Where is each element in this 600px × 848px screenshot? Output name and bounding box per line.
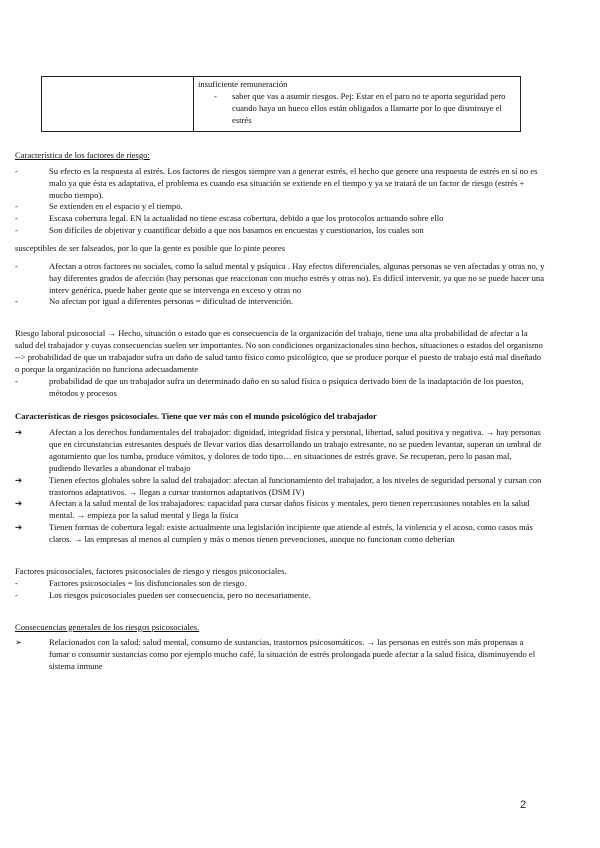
list-item — [15, 522, 545, 546]
section-characteristics — [15, 150, 545, 308]
list-item — [15, 590, 545, 602]
list-item-text: Afectan a otros factores no sociales, como la salud mental y psíquica . Hay efectos diferenciales, algunas personas se ven afectadas y otras no, y hay diferentes grados de afección (hay personas que reaccionan con mucho estrés y otras no). Es difícil intervenir, ya que no se puede hacer una interv genérica, puede haber gente que se intervenga en exceso y otras no — [49, 260, 545, 295]
list-item — [15, 498, 545, 522]
table-sub-text: saber que vas a asumir riesgos. Pej: Estar en el paro no te aporta seguridad pero cuando haya un hueco ellos están obligados a llamarte por lo que disminuye el estrés — [232, 90, 506, 125]
list-item — [15, 475, 545, 499]
list-item — [15, 427, 545, 474]
table-empty-cell — [42, 77, 194, 132]
list-item — [15, 213, 545, 225]
remuneration-table — [41, 76, 521, 132]
list-item-text: Los riesgos psicosociales pueden ser consecuencia, pero no necesariamente. — [49, 589, 311, 600]
continuation-text: susceptibles de ser falseados, por lo que la gente es posible que lo pinte peores — [15, 243, 285, 254]
list-item — [15, 578, 545, 590]
dash-bullet: - — [15, 260, 18, 271]
dash-bullet: - — [15, 225, 18, 236]
list-item-text: Afectan a los derechos fundamentales del trabajador: dignidad, integridad física y personal, libertad, salud positiva y negativa. → hay personas que en circunstancias estresantes después de llevar varios días desarrollando un trabajo estresante, no se pueden levantar, superan un umbral de agotamiento que los tumba, produce vómitos, y dolores de todo tipo… en situaciones de estrés grave. Se recuperan, pero lo pasan mal, pudiendo llevarles a abandonar el trabajo — [49, 427, 542, 473]
list-item — [15, 225, 545, 237]
list-item-text: Su efecto es la respuesta al estrés. Los factores de riesgos siempre van a generar estrés, el hecho que genere una respuesta de estrés en sí no es malo ya que ésta es adaptativa, el problema es cuando esa situación se extiende en el tiempo y ya se tratará de un factor de riesgo (estrés + mucho tiempo). — [49, 165, 538, 200]
list-item-text: Tienen efectos globales sobre la salud del trabajador: afectan al funcionamiento del trabajador, a los niveles de seguridad personal y cursan con trastornos adaptativos. → llegan a cursar trastornos adaptativos (DSM IV) — [49, 474, 542, 497]
list-item — [15, 261, 545, 297]
dash-bullet: - — [15, 213, 18, 224]
list-item-text: Se extienden en el espacio y el tiempo. — [49, 201, 183, 212]
section-risk-characteristics — [15, 411, 545, 545]
arrow-bullet-icon: ➔ — [15, 427, 23, 438]
list-item-text: Escasa cobertura legal. EN la actualidad no tiene escasa cobertura, debido a que los protocolos actuando sobre ello — [49, 213, 444, 224]
list-item-text: No afectan por igual a diferentes personas = dificultad de intervención. — [49, 296, 294, 307]
dash-bullet: - — [15, 296, 18, 307]
dash-bullet: - — [214, 90, 217, 101]
arrowhead-bullet-icon: ➢ — [15, 637, 23, 648]
document-body — [15, 150, 545, 673]
section-title: Características de riesgos psicosociales. Tiene que ver más con el mundo psicológico del trabajador — [15, 411, 377, 422]
table-content-cell — [194, 77, 521, 132]
list-item-text: Son difíciles de objetivar y cuantificar debido a que nos basamos en encuestas y cuestionarios, los cuales son — [49, 225, 424, 236]
list-item-text: Afectan a la salud mental de los trabajadores: capacidad para cursar daños físicos y mentales, pero tienen repercusiones notables en la salud mental. → empieza por la salud mental y llega la física — [49, 498, 530, 521]
list-item — [15, 296, 545, 308]
arrow-bullet-icon: ➔ — [15, 498, 23, 509]
arrow-bullet-icon: ➔ — [15, 522, 23, 533]
list-item — [15, 637, 545, 673]
list-item-text: probabilidad de que un trabajador sufra un determinado daño en su salud física o psíquica derivado bien de la inadaptación de los puestos, métodos y procesos — [49, 375, 524, 398]
section-consequences — [15, 622, 545, 673]
section-psychosocial-risk — [15, 328, 545, 399]
list-item-text: Relacionados con la salud: salud mental, consumo de sustancias, trastornos psicosomáticos. → las personas en estrés son más propensas a fumar o consumir sustancias como por ejemplo mucho café, la situación de estrés prolongada puede afectar a la salud física, disminuyendo el sistema inmune — [49, 637, 536, 672]
list-item-text: Tienen formas de cobertura legal: existe actualmente una legislación incipiente que atiende al estrés, la violencia y el acoso, como casos más claros. → las empresas al menos al cumplen y más o menos tienen prevenciones, aunque no funcionan como deberían — [49, 522, 533, 545]
section-factors — [15, 566, 545, 602]
list-item — [15, 376, 545, 400]
table-line: insuficiente remuneración — [198, 79, 288, 89]
list-item-text: Factores psicosociales = los disfuncionales son de riesgo. — [49, 577, 247, 588]
section-title: Característica de los factores de riesgo: — [15, 150, 150, 160]
section-title: Consecuencias generales de los riesgos psicosociales. — [15, 621, 200, 632]
factors-paragraph: Factores psicosociales, factores psicosociales de riesgo y riesgos psicosociales. — [15, 565, 287, 576]
dash-bullet: - — [15, 577, 18, 588]
definition-paragraph: Riesgo laboral psicosocial → Hecho, situación o estado que es consecuencia de la organización del trabajo, tiene una alta probabilidad de afectar a la salud del trabajador y cuyas consecuencias suelen ser importantes. No son condiciones organizacionales sino hechos, situaciones o estados del organismo --> probabilidad de que un trabajador sufra un daño de salud tanto físico como psicológico, que se produce porque el puesto de trabajo está mal diseñado o porque la organización no funciona adecuadamente — [15, 328, 543, 374]
dash-bullet: - — [15, 201, 18, 212]
table-sub-item — [198, 91, 516, 127]
dash-bullet: - — [15, 589, 18, 600]
dash-bullet: - — [15, 375, 18, 386]
arrow-bullet-icon: ➔ — [15, 474, 23, 485]
dash-bullet: - — [15, 165, 18, 176]
page-number: 2 — [520, 799, 527, 811]
list-item — [15, 201, 545, 213]
list-item — [15, 166, 545, 202]
